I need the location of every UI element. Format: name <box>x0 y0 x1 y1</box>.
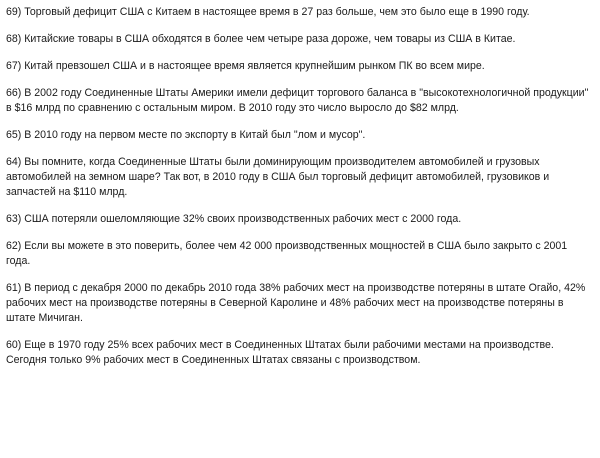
fact-66: 66) В 2002 году Соединенные Штаты Америки имели дефицит торгового баланса в "высокотехнологичной продукции" в $16 млрд по сравнению с остальным миром. В 2010 году это число выросло до $82 млрд. <box>6 87 589 114</box>
fact-63: 63) США потеряли ошеломляющие 32% своих производственных рабочих мест с 2000 года. <box>6 213 462 225</box>
fact-68: 68) Китайские товары в США обходятся в более чем четыре раза дороже, чем товары из США в Китае. <box>6 33 516 45</box>
fact-69: 69) Торговый дефицит США с Китаем в настоящее время в 27 раз больше, чем это было еще в 1990 году. <box>6 6 530 18</box>
fact-62: 62) Если вы можете в это поверить, более чем 42 000 производственных мощностей в США было закрыто с 2001 года. <box>6 240 568 267</box>
fact-67: 67) Китай превзошел США и в настоящее время является крупнейшим рынком ПК во всем мире. <box>6 60 485 72</box>
fact-61: 61) В период с декабря 2000 по декабрь 2010 года 38% рабочих мест на производстве потеряны в штате Огайо, 42% рабочих мест на производстве потеряны в Северной Каролине и 48% рабочих мест на производстве потеряны в штате Мичиган. <box>6 282 586 324</box>
fact-60: 60) Еще в 1970 году 25% всех рабочих мест в Соединенных Штатах были рабочими местами на производстве. Сегодня только 9% рабочих мест в Соединенных Штатах связаны с производством. <box>6 339 554 366</box>
fact-65: 65) В 2010 году на первом месте по экспорту в Китай был "лом и мусор". <box>6 129 366 141</box>
fact-64: 64) Вы помните, когда Соединенные Штаты были доминирующим производителем автомобилей и грузовых автомобилей на земном шаре? Так вот, в 2010 году в США был торговый дефицит автомобилей, грузовиков и запчастей на $110 млрд. <box>6 156 550 198</box>
